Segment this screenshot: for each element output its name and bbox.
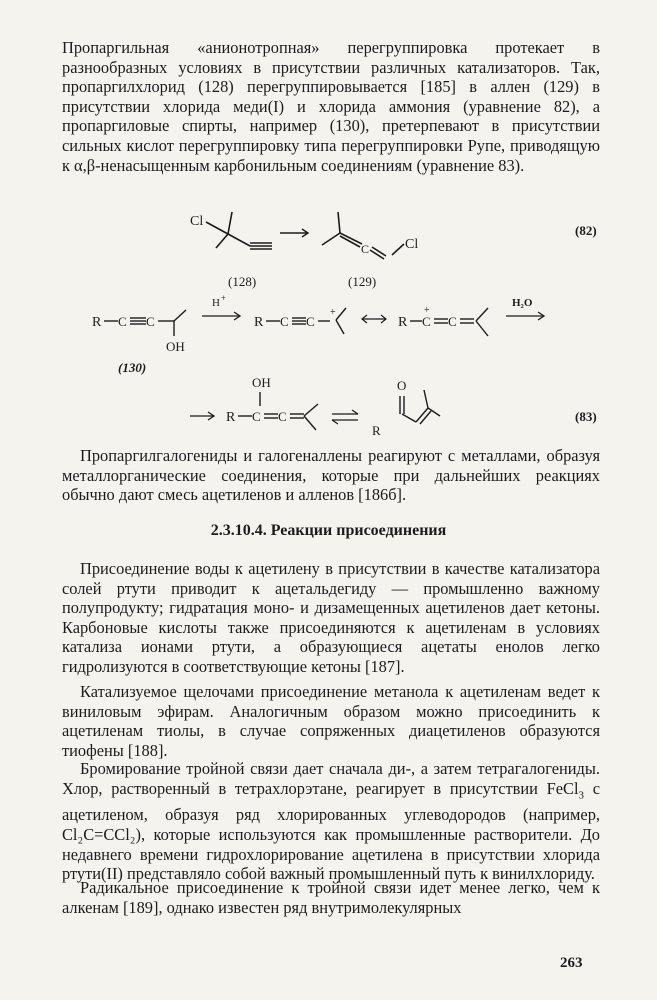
charge-label: + xyxy=(424,305,430,316)
paragraph-text: с ацетиленом, образуя ряд хлорированных углеводородов (например, xyxy=(62,778,600,825)
chlorine-label: Cl xyxy=(405,237,419,252)
carbon-label: C xyxy=(448,314,457,329)
reaction-arrow xyxy=(190,412,214,420)
r-group: R xyxy=(254,315,264,330)
carbon-label: C xyxy=(118,314,127,329)
carbon-label: C xyxy=(252,409,261,424)
paragraph-text: Пропаргилгалогениды и галогеналлены реагируют с металлами, образуя металлорганические соединения, которые при дальнейших реакциях обычно дают смесь ацетиленов и алленов [186б]. xyxy=(62,446,600,505)
catalyst-label: H xyxy=(212,297,220,309)
oxygen-label: O xyxy=(397,378,407,393)
molecule-128 xyxy=(206,212,272,249)
carbon-label: C xyxy=(422,314,431,329)
paragraph-text: Катализуемое щелочами присоединение метанола к ацетиленам ведет к виниловым эфирам. Аналогичным образом можно присоединить к ацетиленам тиолы, в случае сопряженных диацетиленов образуются тиофены [188]. xyxy=(62,682,600,760)
reaction-arrow xyxy=(280,229,308,237)
r-group: R xyxy=(226,410,236,425)
paragraph-text: ), которые используются как промышленные растворители. До недавнего времени гидрохлорирование ацетилена в присутствии хлорида ртути(II) представляло собой важный промышленный путь к винилхлориду. xyxy=(62,825,600,884)
formula-fecl3 xyxy=(546,778,585,801)
formula-tetrachloroethylene: Cl₂C=CCl₂ xyxy=(62,825,136,845)
section-heading: 2.3.10.4. Реакции присоединения xyxy=(210,522,447,539)
reaction-arrow xyxy=(506,312,544,320)
hydroxyl-label: OH xyxy=(166,339,185,354)
carbon-label: C xyxy=(146,314,155,329)
reaction-scheme-82 xyxy=(0,200,657,295)
carbon-label: C xyxy=(361,242,370,256)
equilibrium-arrow xyxy=(332,410,358,424)
reagent-label: H₂O xyxy=(512,297,533,309)
paragraph-methanol xyxy=(62,682,600,760)
paragraph-text: Радикальное присоединение к тройной связи идет менее легко, чем к алкенам [189], однако известен ряд внутримолекулярных xyxy=(62,878,600,917)
equation-number-82: (82) xyxy=(575,223,597,238)
carbon-label: C xyxy=(306,314,315,329)
chlorine-label: Cl xyxy=(190,214,204,229)
paragraph-bromination xyxy=(62,759,600,884)
formula-subscript: 3 xyxy=(578,788,585,801)
equation-number-83: (83) xyxy=(575,409,597,424)
paragraph-text: Бромирование тройной связи дает сначала ди-, а затем тетрагалогениды. Хлор, растворенный в тетрахлорэтане, реагирует в присутствии xyxy=(62,759,600,798)
page-number: 263 xyxy=(560,955,583,971)
formula-text: FeCl xyxy=(546,778,579,798)
resonance-arrow xyxy=(362,315,386,323)
reaction-scheme-83 xyxy=(0,290,657,440)
unsaturated-ketone xyxy=(400,390,440,424)
charge-label: + xyxy=(221,293,227,303)
compound-label-129: (129) xyxy=(348,274,377,289)
carbon-label: C xyxy=(280,314,289,329)
paragraph-text: Присоединение воды к ацетилену в присутствии в качестве катализатора солей ртути приводит к ацетальдегиду — промышленно важному полупродукту; гидратация моно- и дизамещенных ацетиленов дает кетоны. Карбоновые кислоты также присоединяются к ацетиленам в условиях катализа ионами ртути, а образующиеся ацетаты енолов легко гидролизуются в соответствующие кетоны [187]. xyxy=(62,559,600,676)
reaction-arrow xyxy=(202,312,240,320)
carbon-label: C xyxy=(278,409,287,424)
compound-label-130: (130) xyxy=(118,360,147,375)
paragraph-radical xyxy=(62,878,600,917)
r-group: R xyxy=(398,315,408,330)
r-group: R xyxy=(92,315,102,330)
hydroxyl-label: OH xyxy=(252,375,271,390)
charge-label: + xyxy=(330,307,336,318)
paragraph-hydration xyxy=(62,559,600,677)
paragraph-organometallic xyxy=(62,446,600,505)
paragraph-intro xyxy=(62,38,600,175)
molecule-130 xyxy=(104,310,186,336)
compound-label-128: (128) xyxy=(228,274,257,289)
r-group: R xyxy=(372,423,381,438)
paragraph-text: Пропаргильная «анионотропная» перегруппировка протекает в разнообразных условиях в присутствии различных катализаторов. Так, пропаргилхлорид (128) перегруппировывается [185] в аллен (129) в присутствии хлорида меди(I) и хлорида аммония (уравнение 82), а пропаргиловые спирты, например (130), претерпевают в присутствии сильных кислот перегруппировку типа перегруппировки Рупе, приводящую к α,β-ненасыщенным карбонильным соединениям (уравнение 83). xyxy=(62,38,600,175)
